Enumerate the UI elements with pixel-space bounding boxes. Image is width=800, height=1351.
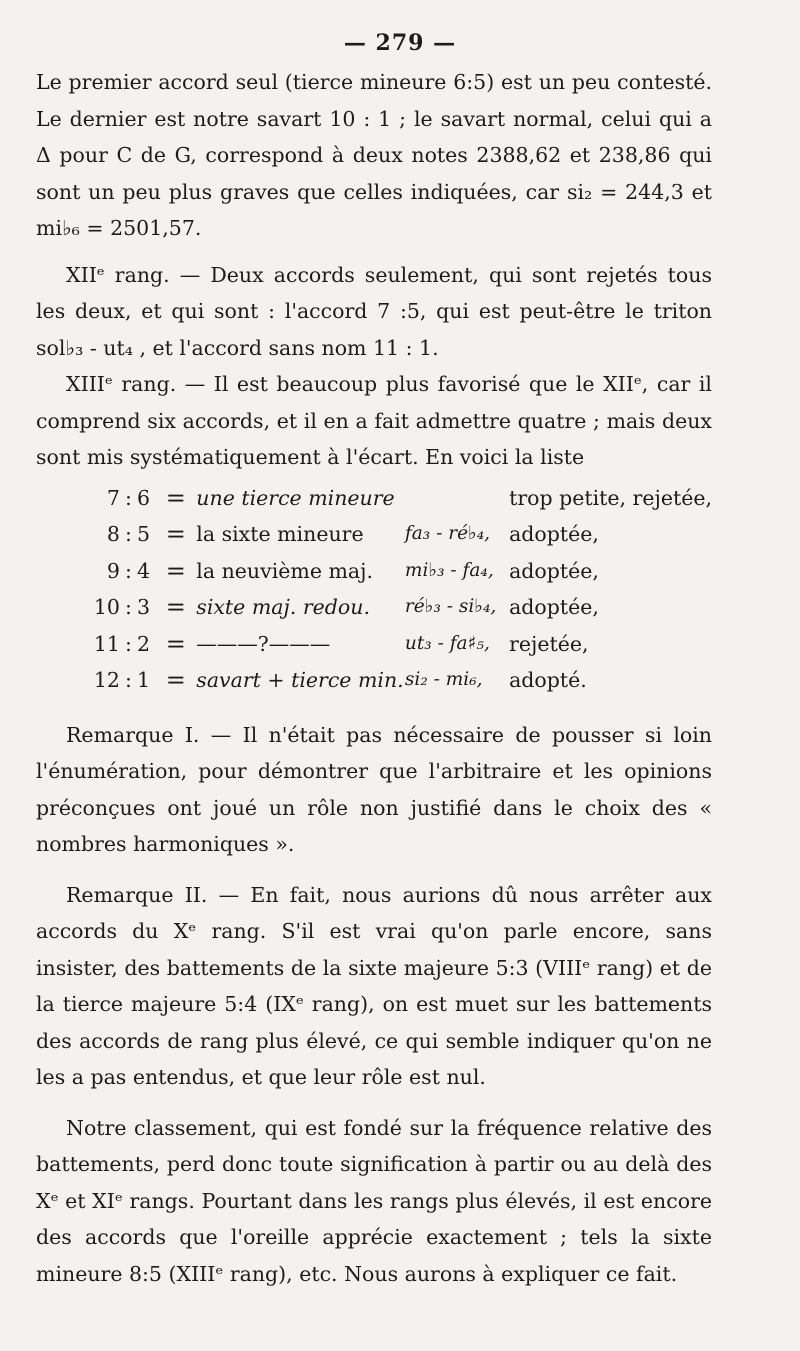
- paragraph-savart: Le premier accord seul (tierce mineure 6:5) est un peu contesté. Le dernier est notre savart 10 : 1 ; le savart normal, celui qui a Δ pour C de G, correspond à deux notes 2388,62 et 238,86 qui sont un peu plus graves que celles indiquées, car si₂ = 244,3 et mi♭₆ = 2501,57.: [36, 70, 712, 240]
- accord-status: rejetée,: [509, 631, 589, 656]
- accord-den: 3: [136, 595, 150, 619]
- accord-name: ———?———: [196, 631, 331, 656]
- accord-num: 7: [106, 485, 120, 510]
- accord-row: [92, 662, 712, 699]
- accord-eq: =: [165, 520, 186, 548]
- paragraph-rang-xiii: XIIIᵉ rang. — Il est beaucoup plus favorisé que le XIIᵉ, car il comprend six accords, et il en a fait admettre quatre ; mais deux sont mis systématiquement à l'écart. En voici la liste: [36, 372, 712, 469]
- accord-eq: =: [165, 629, 186, 658]
- accord-num: 10: [93, 595, 120, 619]
- accord-den: 1: [136, 668, 150, 692]
- accord-notes: ré♭₃ - si♭₄,: [404, 596, 497, 617]
- accord-notes: fa₃ - ré♭₄,: [404, 523, 491, 544]
- page-number: — 279 —: [343, 30, 457, 56]
- accord-name: savart + tierce min.: [196, 668, 404, 692]
- accord-table: [92, 480, 712, 699]
- remark-two: Remarque II. — En fait, nous aurions dû nous arrêter aux accords du Xᵉ rang. S'il est vrai qu'on parle encore, sans insister, des battements de la sixte majeure 5:3 (VIIIᵉ rang) et de la tierce majeure 5:4 (IXᵉ rang), on est muet sur les battements des accords de rang plus élevé, ce qui semble indiquer qu'on ne les a pas entendus, et que leur rôle est nul.: [36, 882, 712, 1089]
- accord-status: adoptée,: [509, 522, 599, 546]
- accord-den: 5: [136, 522, 150, 546]
- remark-one: Remarque I. — Il n'était pas nécessaire de pousser si loin l'énumération, pour démontrer que l'arbitraire et les opinions préconçues ont joué un rôle non justifié dans le choix des « nombres harmoniques ».: [36, 722, 712, 856]
- accord-eq: =: [165, 593, 186, 621]
- accord-row: [92, 516, 712, 553]
- ratio-colon: :: [124, 522, 132, 546]
- accord-eq: =: [165, 483, 186, 512]
- accord-row: [92, 626, 712, 663]
- paragraph-classement: Notre classement, qui est fondé sur la fréquence relative des battements, perd donc toute signification à partir ou au delà des Xᵉ et XIᵉ rangs. Pourtant dans les rangs plus élevés, il est encore des accords que l'oreille apprécie exactement ; tels la sixte mineure 8:5 (XIIIᵉ rang), etc. Nous aurons à expliquer ce fait.: [36, 1115, 712, 1286]
- accord-num: 11: [93, 631, 120, 656]
- accord-row: [92, 589, 712, 626]
- ratio-colon: :: [124, 595, 132, 619]
- accord-status: adoptée,: [509, 595, 599, 619]
- accord-name: une tierce mineure: [196, 485, 395, 510]
- accord-num: 12: [93, 668, 120, 692]
- accord-name: sixte maj. redou.: [196, 595, 370, 619]
- accord-num: 9: [106, 558, 120, 583]
- ratio-colon: :: [124, 668, 132, 692]
- ratio-colon: :: [124, 631, 132, 656]
- accord-row: [92, 480, 712, 517]
- accord-name: la sixte mineure: [196, 522, 364, 546]
- accord-notes: [405, 480, 509, 517]
- accord-notes: si₂ - mi₆,: [404, 669, 483, 690]
- accord-row: [92, 553, 712, 590]
- ratio-colon: :: [124, 558, 132, 583]
- accord-den: 6: [136, 485, 150, 510]
- accord-eq: =: [165, 556, 186, 585]
- accord-status: adoptée,: [509, 558, 599, 583]
- ratio-colon: :: [124, 485, 132, 510]
- paragraph-rang-xii: XIIᵉ rang. — Deux accords seulement, qui sont rejetés tous les deux, et qui sont : l'accord 7 :5, qui est peut-être le triton sol♭₃ - ut₄ , et l'accord sans nom 11 : 1.: [36, 262, 712, 360]
- accord-notes: mi♭₃ - fa₄,: [404, 559, 494, 581]
- accord-notes: ut₃ - fa♯₅,: [404, 632, 490, 654]
- page-body: [36, 64, 712, 1292]
- accord-num: 8: [106, 522, 120, 546]
- accord-den: 2: [136, 631, 150, 656]
- accord-status: adopté.: [509, 668, 587, 692]
- accord-den: 4: [136, 558, 150, 583]
- accord-name: la neuvième maj.: [196, 558, 374, 583]
- accord-eq: =: [165, 666, 186, 694]
- accord-status: trop petite, rejetée,: [509, 485, 712, 510]
